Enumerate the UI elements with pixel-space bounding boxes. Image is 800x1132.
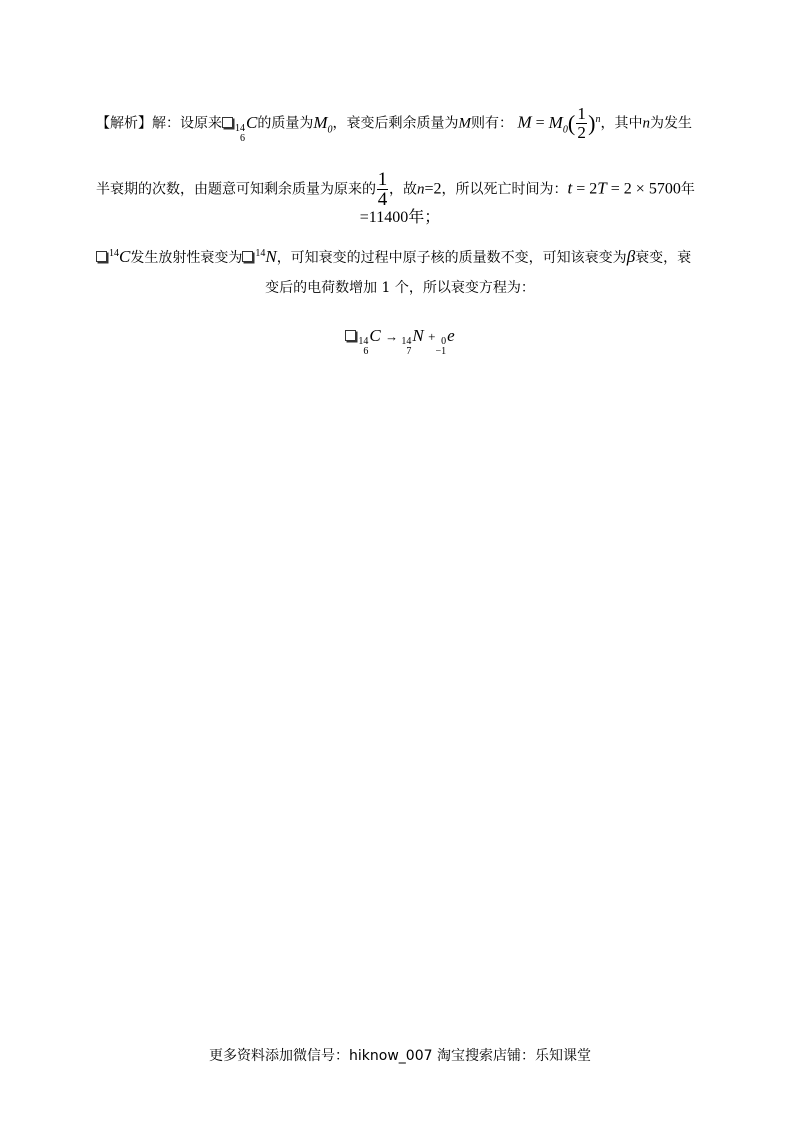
carbon-14-symbol: 14 6 C <box>345 326 380 357</box>
text-segment: ，可知衰变的过程中原子核的质量数不变，可知该衰变为 <box>276 250 627 266</box>
text-segment: 解：设原来 <box>152 115 222 132</box>
placeholder-box-icon <box>222 117 233 128</box>
analysis-label: 【解析】 <box>96 115 152 132</box>
fraction-quarter: $\frac{1}{4}$ <box>377 169 388 210</box>
text-segment: ，其中 <box>600 115 643 132</box>
text-segment: 半衰期的次数，由题意可知剩余质量为原来的 <box>96 181 376 198</box>
analysis-line-4 <box>96 244 704 268</box>
placeholder-box-icon <box>345 330 356 341</box>
mass-symbol: $M_0$ <box>313 112 333 135</box>
text-segment: ，故 <box>389 181 417 198</box>
text-segment: ，衰变后剩余质量为 <box>332 115 459 132</box>
analysis-line-3 <box>96 208 704 228</box>
text-segment: 发生放射性衰变为 <box>130 250 243 266</box>
n-value: n <box>417 181 425 198</box>
decay-formula: M <box>517 112 532 132</box>
footer-note: 更多资料添加微信号：hiknow_007 淘宝搜索店铺：乐知课堂 <box>209 1048 591 1064</box>
text-segment: 则有： <box>471 115 514 132</box>
electron-symbol: 0 −1 e <box>435 326 455 357</box>
text-segment: 衰变，衰 <box>635 250 692 266</box>
carbon-14-symbol: $^{14}$C <box>96 244 130 268</box>
beta-symbol: β <box>626 247 636 266</box>
text-segment: 为发生 <box>650 115 692 132</box>
analysis-line-5 <box>96 278 704 298</box>
analysis-line-1: 【解析】解：设原来 14 6 C的质量为$M_0$，衰变后剩余质量为M则有： $M = M_0$( $\frac{1}{2}$ )$^n$，其中n为发生 <box>96 104 692 144</box>
text-segment: 变后的电荷数增加 1 个，所以衰变方程为： <box>265 280 535 296</box>
nitrogen-14-symbol: 14 7 N <box>401 326 424 357</box>
death-time: t <box>567 178 573 198</box>
placeholder-box-icon <box>242 251 253 262</box>
placeholder-box-icon <box>96 251 107 262</box>
mass-symbol-m: M <box>458 115 472 132</box>
decay-equation: 14 6 C → 14 7 N + 0 −1 e <box>96 326 704 357</box>
text-segment: ，所以死亡时间为： <box>441 181 568 198</box>
analysis-line-2: 半衰期的次数，由题意可知剩余质量为原来的 $\frac{1}{4}$ ，故n=2，所以死亡时间为：t = 2T = 2 × 5700年 <box>96 169 695 210</box>
text-segment: 的质量为 <box>257 115 314 132</box>
result-time: =11400年； <box>359 209 441 226</box>
fraction-half: $\frac{1}{2}$ <box>577 104 586 142</box>
carbon-14-symbol: 14 6 C <box>222 113 257 144</box>
nitrogen-14-symbol: $^{14}$N <box>242 244 276 268</box>
